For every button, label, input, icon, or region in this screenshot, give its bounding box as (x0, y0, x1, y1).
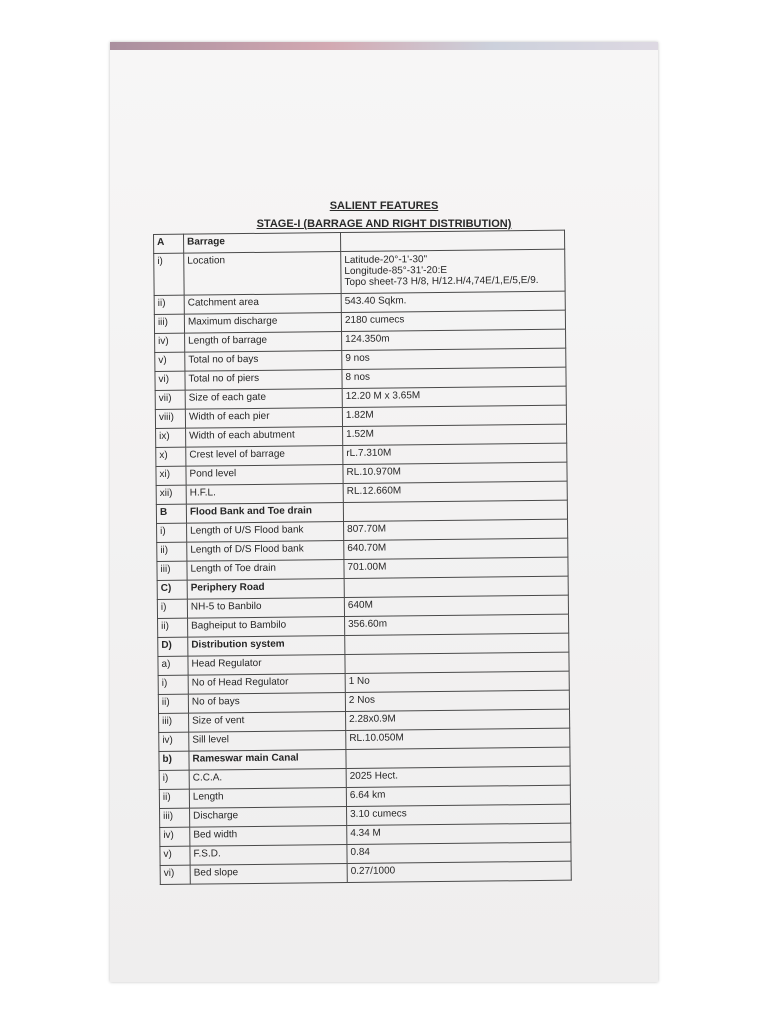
row-item: Length of D/S Flood bank (187, 541, 344, 562)
row-item: Length of U/S Flood bank (187, 522, 344, 543)
row-value: 543.40 Sqkm. (341, 291, 565, 312)
row-value: 1.52M (343, 424, 567, 445)
row-item: C.C.A. (189, 769, 346, 790)
row-item: Flood Bank and Toe drain (186, 503, 343, 524)
row-number: ii) (157, 542, 187, 561)
row-value: RL.10.050M (346, 728, 570, 749)
row-value: 8 nos (342, 367, 566, 388)
row-item: H.F.L. (186, 484, 343, 505)
row-number: iii) (157, 561, 187, 580)
row-item: Sill level (189, 731, 346, 752)
row-value (340, 230, 564, 251)
row-number: viii) (155, 409, 185, 428)
row-item: Size of vent (189, 712, 346, 733)
row-value: 6.64 km (346, 785, 570, 806)
row-item: Crest level of barrage (186, 446, 343, 467)
row-item: Width of each abutment (186, 427, 343, 448)
row-number: ii) (154, 295, 184, 314)
row-value (344, 576, 568, 597)
row-item: Length of Toe drain (187, 560, 344, 581)
row-number: xi) (156, 466, 186, 485)
row-number: B (156, 504, 186, 523)
row-number: i) (154, 253, 184, 295)
row-value (343, 500, 567, 521)
row-number: x) (156, 447, 186, 466)
row-value: 640.70M (344, 538, 568, 559)
document-title: SALIENT FEATURES (329, 200, 439, 212)
row-value: RL.12.660M (343, 481, 567, 502)
row-value: 2.28x0.9M (346, 709, 570, 730)
row-value: 124.350m (342, 329, 566, 350)
row-value (345, 652, 569, 673)
row-item: Bed width (190, 826, 347, 847)
row-item: Discharge (190, 807, 347, 828)
row-item: Location (184, 252, 341, 296)
row-item: Length of barrage (185, 332, 342, 353)
row-item: NH-5 to Banbilo (187, 598, 344, 619)
row-item: Periphery Road (187, 579, 344, 600)
row-number: v) (160, 846, 190, 865)
row-value (346, 747, 570, 768)
row-item: Bagheiput to Bambilo (188, 617, 345, 638)
row-number: ii) (158, 694, 188, 713)
features-table-container (153, 230, 572, 885)
table-row (160, 861, 571, 884)
salient-features-table (153, 230, 572, 885)
row-number: i) (158, 675, 188, 694)
paper-top-edge (110, 42, 658, 50)
row-item: Size of each gate (185, 389, 342, 410)
value-line: Latitude-20°-1'-30" (344, 254, 428, 266)
row-item: No of bays (188, 693, 345, 714)
row-value (345, 633, 569, 654)
row-number: ix) (156, 428, 186, 447)
row-value: 1 No (345, 671, 569, 692)
row-item: Catchment area (184, 294, 341, 315)
row-number: v) (155, 352, 185, 371)
row-value: 3.10 cumecs (347, 804, 571, 825)
document-subtitle: STAGE-I (BARRAGE AND RIGHT DISTRIBUTION) (256, 218, 512, 230)
row-number: i) (157, 599, 187, 618)
row-item: Maximum discharge (184, 313, 341, 334)
row-value: 2 Nos (345, 690, 569, 711)
row-number: i) (159, 770, 189, 789)
row-number: D) (158, 637, 188, 656)
row-value: 1.82M (342, 405, 566, 426)
row-value: 640M (344, 595, 568, 616)
row-item: Bed slope (190, 864, 347, 885)
row-item: Total no of bays (185, 351, 342, 372)
row-value (341, 249, 565, 293)
row-number: iv) (159, 732, 189, 751)
row-number: ii) (158, 618, 188, 637)
row-item: F.S.D. (190, 845, 347, 866)
row-number: iv) (155, 333, 185, 352)
value-line: Longitude-85°-31'-20:E (344, 264, 448, 277)
row-value: 12.20 M x 3.65M (342, 386, 566, 407)
row-number: iv) (160, 827, 190, 846)
row-number: vii) (155, 390, 185, 409)
row-number: xii) (156, 485, 186, 504)
row-item: Width of each pier (185, 408, 342, 429)
row-item: Pond level (186, 465, 343, 486)
row-value: 0.27/1000 (347, 861, 571, 882)
row-number: A (154, 234, 184, 253)
row-number: vi) (155, 371, 185, 390)
row-item: Head Regulator (188, 655, 345, 676)
row-value: 0.84 (347, 842, 571, 863)
row-value: 356.60m (345, 614, 569, 635)
row-item: Length (189, 788, 346, 809)
row-number: iii) (160, 808, 190, 827)
row-number: a) (158, 656, 188, 675)
row-item: Rameswar main Canal (189, 750, 346, 771)
row-number: b) (159, 751, 189, 770)
row-number: iii) (154, 314, 184, 333)
row-item: Distribution system (188, 636, 345, 657)
row-value: 2180 cumecs (341, 310, 565, 331)
row-number: C) (157, 580, 187, 599)
row-number: i) (157, 523, 187, 542)
row-value: 701.00M (344, 557, 568, 578)
table-row (154, 249, 565, 295)
row-value: 4.34 M (347, 823, 571, 844)
row-number: vi) (160, 865, 190, 884)
row-value: RL.10.970M (343, 462, 567, 483)
row-value: 9 nos (342, 348, 566, 369)
row-value: 807.70M (344, 519, 568, 540)
row-item: Total no of piers (185, 370, 342, 391)
row-number: iii) (159, 713, 189, 732)
row-value: 2025 Hect. (346, 766, 570, 787)
row-number: ii) (159, 789, 189, 808)
row-item: Barrage (184, 233, 341, 254)
row-item: No of Head Regulator (188, 674, 345, 695)
value-line: Topo sheet-73 H/8, H/12.H/4,74E/1,E/5,E/9. (344, 274, 539, 288)
row-value: rL.7.310M (343, 443, 567, 464)
